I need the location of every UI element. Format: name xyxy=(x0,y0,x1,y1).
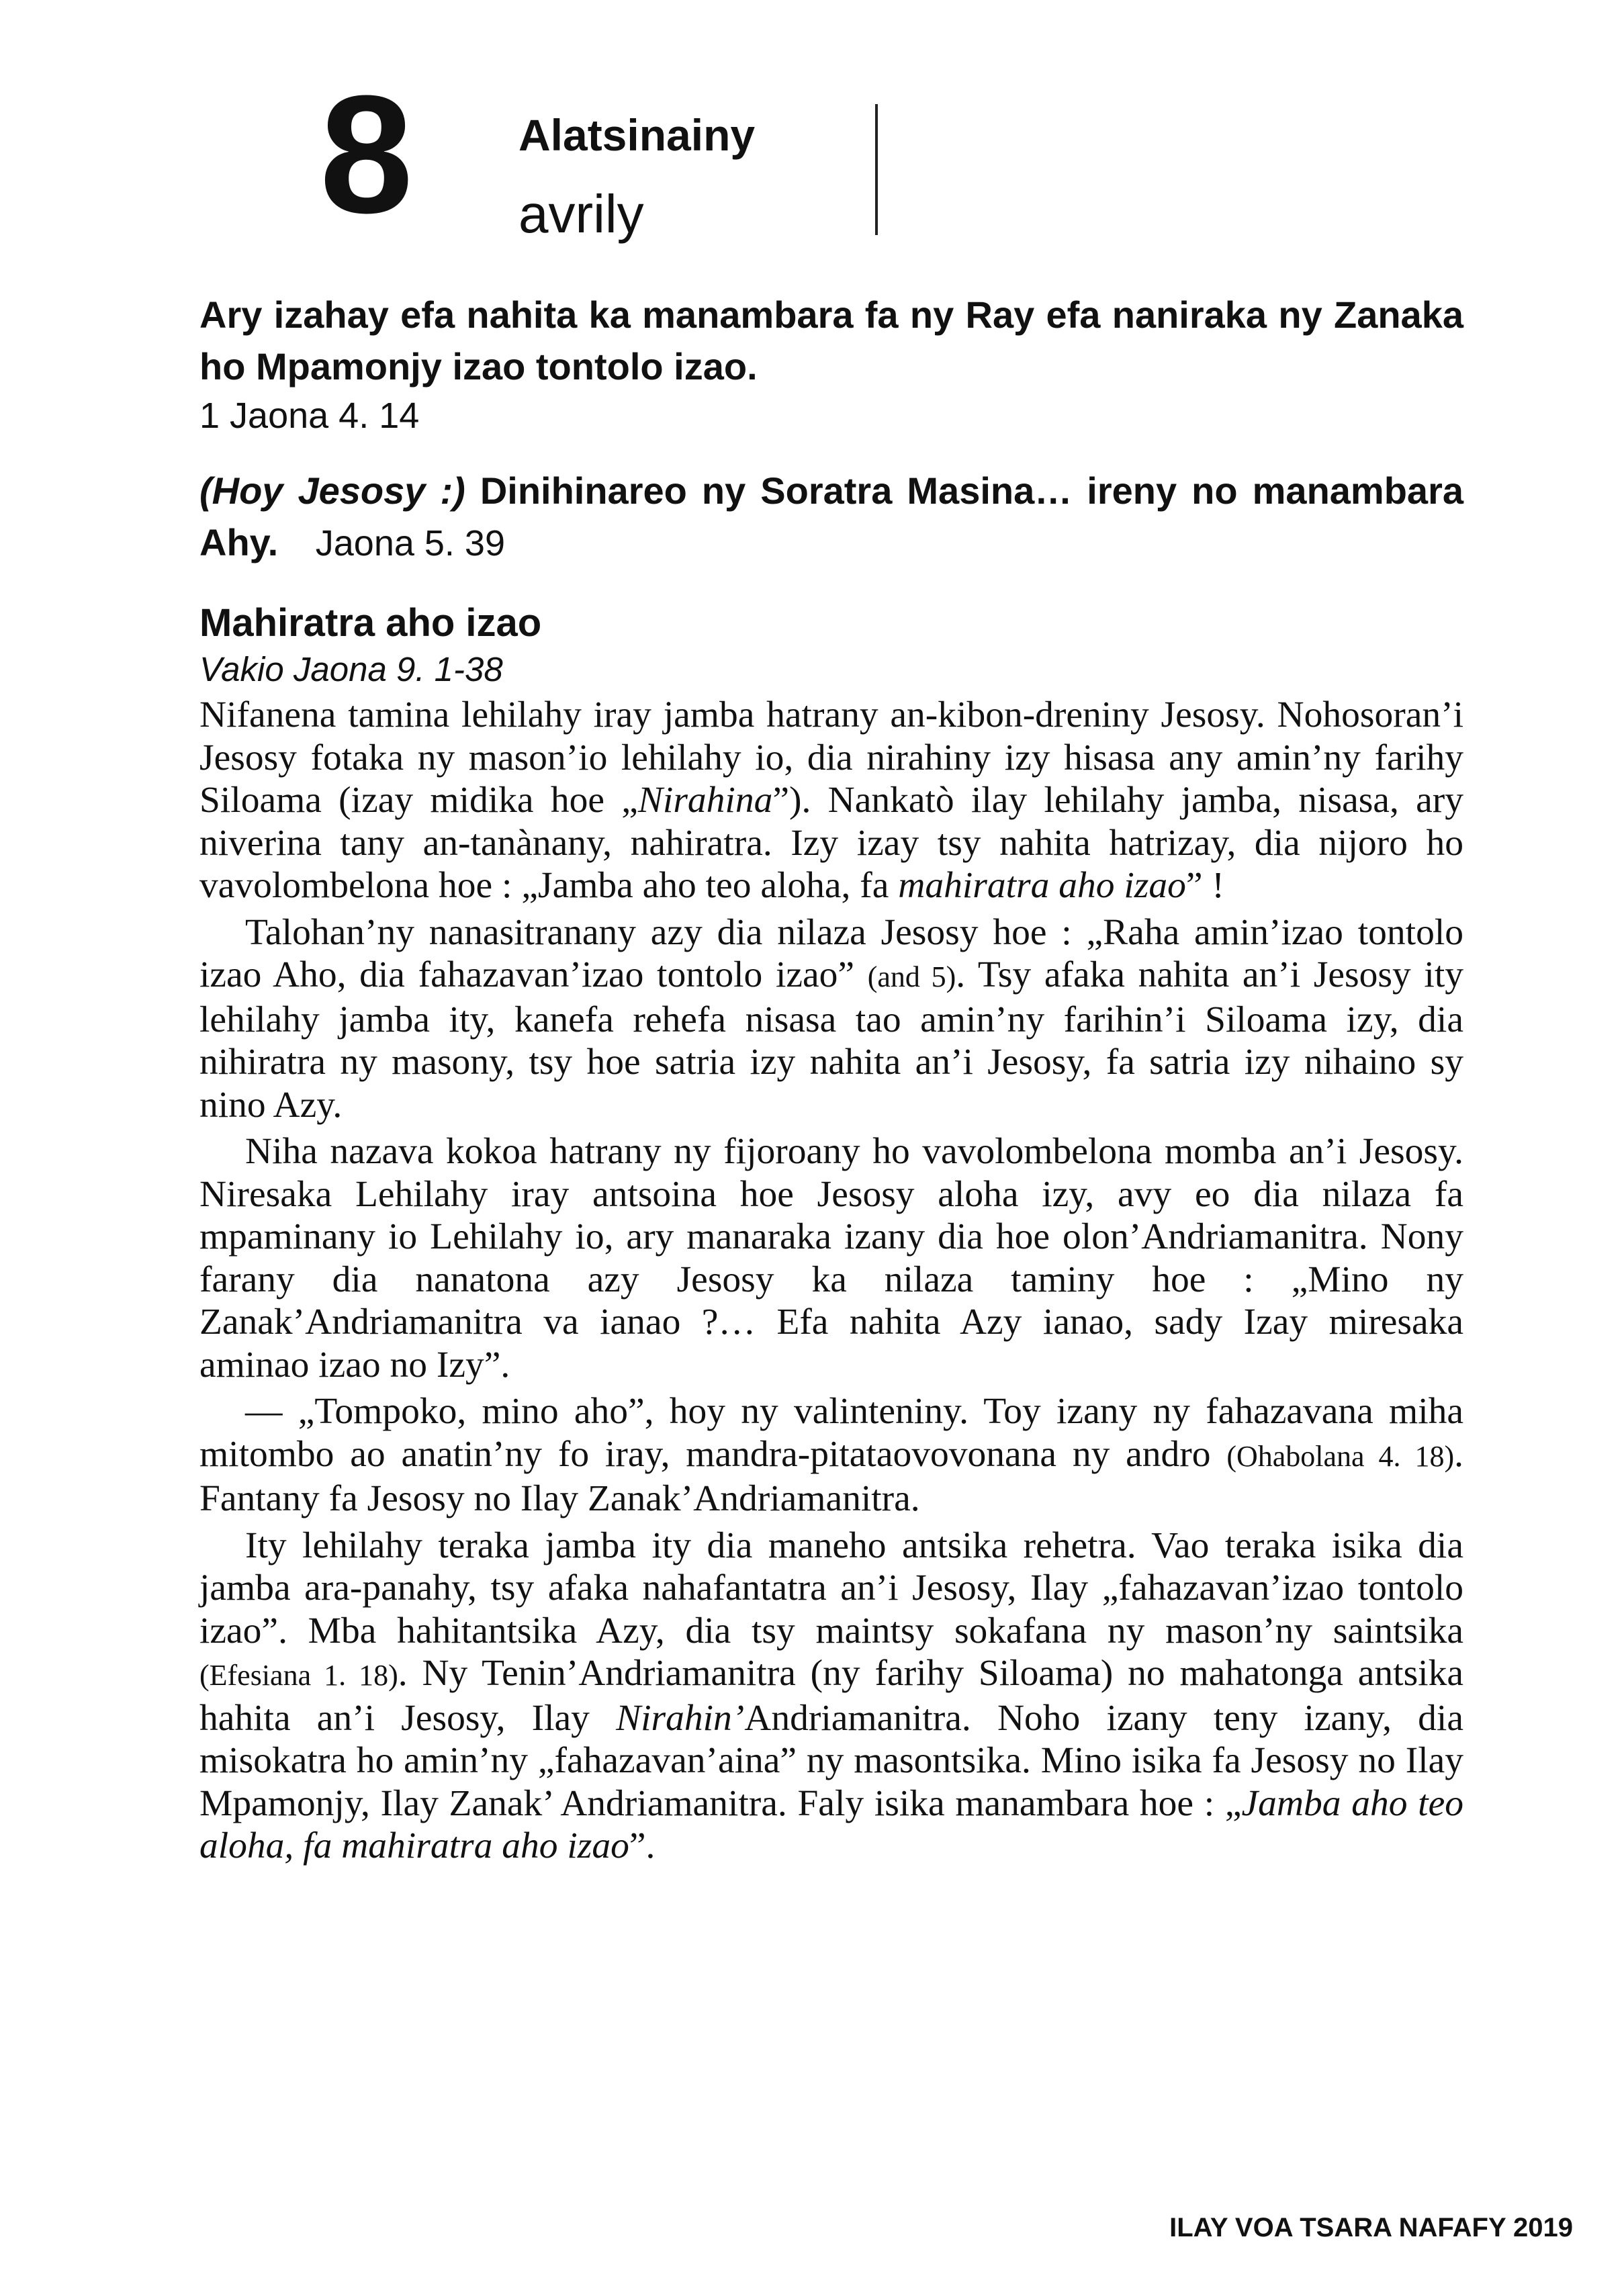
second-verse-prefix: (Hoy Jesosy :) xyxy=(199,469,465,512)
header-divider xyxy=(875,104,878,235)
paragraph-2-text-a: Talohan’ny nanasitranany azy dia nilaza Jesosy hoe : „Raha amin’izao tontolo izao Aho, dia fahazavan’izao tontolo izao” xyxy=(199,911,1463,995)
paragraph-1-text-b: ”). Nankatò ilay lehilahy jamba, nisasa, ary niverina tany an-tanànany, nahiratra. Izy izay tsy nahita hatrizay, dia nijoro ho vavolombelona hoe : „Jamba aho teo aloha, fa xyxy=(199,780,1463,906)
reading-reference: Vakio Jaona 9. 1-38 xyxy=(199,650,503,688)
paragraph-5-text-c: Andriamanitra. Noho izany teny izany, dia misokatra ho amin’ny „fahazavan’aina” ny masontsika. Mino isika fa Jesosy no Ilay Mpamonjy, Ilay Zanak’ Andriamanitra. Faly isika manambara hoe : „ xyxy=(199,1697,1463,1824)
paragraph-1-italic-b: mahiratra aho izao xyxy=(898,865,1186,906)
paragraph-5-italic-b: Jamba aho teo aloha, fa mahiratra aho izao xyxy=(199,1782,1463,1866)
article-body xyxy=(199,694,1463,1868)
paragraph-1-italic-a: Nirahina xyxy=(637,780,773,821)
paragraph-2-reference: (and 5) xyxy=(867,960,956,993)
day-number: 8 xyxy=(320,60,411,248)
month-name: avrily xyxy=(518,184,644,244)
paragraph-3: Niha nazava kokoa hatrany ny fijoroany ho vavolombelona momba an’i Jesosy. Niresaka Lehilahy iray antsoina hoe Jesosy aloha izy, avy eo dia nilaza fa mpaminany io Lehilahy io, ary manaraka izany dia hoe olon’Andriamanitra. Nony farany dia nanatona azy Jesosy ka nilaza taminy hoe : „Mino ny Zanak’Andriamanitra va ianao ?… Efa nahita Azy ianao, sady Izay miresaka aminao izao no Izy”. xyxy=(199,1131,1463,1385)
paragraph-4 xyxy=(199,1390,1463,1520)
paragraph-4-text-a: — „Tompoko, mino aho”, hoy ny valinteniny. Toy izany ny fahazavana miha mitombo ao anatin’ny fo iray, mandra-pitataovovonana ny andro xyxy=(199,1391,1463,1475)
paragraph-2-text-b: . Tsy afaka nahita an’i Jesosy ity lehilahy jamba ity, kanefa rehefa nisasa tao amin’ny farihin’i Siloama izy, dia nihiratra ny masony, tsy hoe satria izy nahita an’i Jesosy, fa satria izy nihaino sy nino Azy. xyxy=(199,954,1463,1126)
footer-title: ILAY VOA TSARA NAFAFY 2019 xyxy=(1169,2213,1573,2242)
paragraph-4-reference: (Ohabolana 4. 18) xyxy=(1226,1439,1455,1473)
second-verse xyxy=(199,465,1463,570)
paragraph-1-text-a: Nifanena tamina lehilahy iray jamba hatrany an-kibon-dreniny Jesosy. Nohosoran’i Jesosy fotaka ny mason’io lehilahy io, dia nirahiny izy hisasa any amin’ny farihy Siloama (izay midika hoe „ xyxy=(199,694,1463,821)
section-title: Mahiratra aho izao xyxy=(199,601,542,645)
paragraph-5-text-b: . Ny Tenin’Andriamanitra (ny farihy Siloama) no mahatonga antsika hahita an’i Jesosy, Ilay xyxy=(199,1653,1463,1739)
paragraph-4-text-b: . Fantany fa Jesosy no Ilay Zanak’Andriamanitra. xyxy=(199,1433,1463,1519)
paragraph-5-text-a: Ity lehilahy teraka jamba ity dia maneho antsika rehetra. Vao teraka isika dia jamba ara-panahy, tsy afaka nahafantatra an’i Jesosy, Ilay „fahazavan’izao tontolo izao”. Mba hahitantsika Azy, dia tsy maintsy sokafana ny mason’ny saintsika xyxy=(199,1525,1463,1651)
paragraph-1-text-c: ” ! xyxy=(1185,865,1224,906)
day-name: Alatsinainy xyxy=(518,110,756,160)
daily-verse-reference: 1 Jaona 4. 14 xyxy=(199,396,420,436)
page-content xyxy=(199,289,1463,1872)
daily-verse: Ary izahay efa nahita ka manambara fa ny Ray efa naniraka ny Zanaka ho Mpamonjy izao tontolo izao. xyxy=(199,293,1463,388)
second-verse-reference: Jaona 5. 39 xyxy=(315,523,505,563)
paragraph-5-italic-a: Nirahin’ xyxy=(616,1697,745,1739)
paragraph-1 xyxy=(199,694,1463,907)
second-verse-text: Dinihinareo ny Soratra Masina… ireny no manambara Ahy. xyxy=(199,469,1464,563)
paragraph-5-reference: (Efesiana 1. 18) xyxy=(199,1659,398,1692)
paragraph-5 xyxy=(199,1525,1463,1868)
paragraph-2 xyxy=(199,911,1463,1127)
paragraph-5-text-d: ”. xyxy=(629,1825,656,1866)
